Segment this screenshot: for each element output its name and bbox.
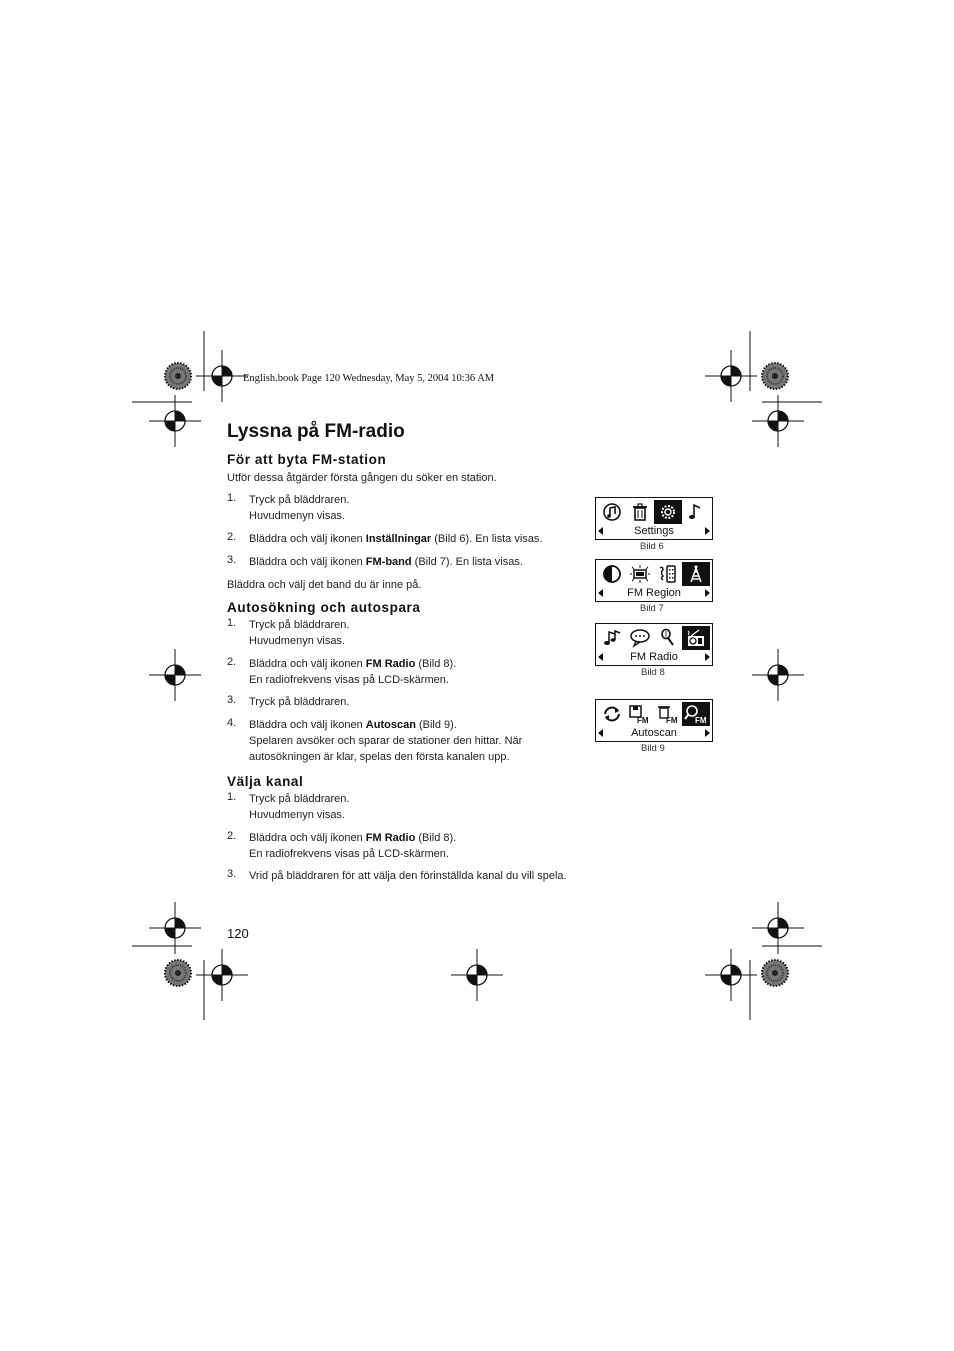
section-heading-select-channel: Välja kanal [227, 774, 304, 789]
lcd-figure-fm-radio [595, 623, 713, 666]
trash-icon [626, 500, 654, 524]
radio-icon [682, 626, 710, 650]
section-intro: Utför dessa åtgärder första gången du söker en station. [227, 472, 497, 484]
lcd-figure-fm-region [595, 559, 713, 602]
arrow-right-icon [705, 729, 710, 737]
arrow-right-icon [705, 589, 710, 597]
speech-bubble-icon [626, 626, 654, 650]
microphone-icon [654, 626, 682, 650]
figure-caption: Bild 6 [640, 541, 664, 552]
lcd-label: FM Radio [630, 651, 678, 663]
gear-icon [654, 500, 682, 524]
svg-text:FM: FM [666, 716, 678, 724]
refresh-icon [598, 702, 626, 726]
page-number: 120 [227, 926, 249, 941]
music-note-circle-icon [598, 500, 626, 524]
radio-tower-icon [682, 562, 710, 586]
music-note-icon [682, 500, 710, 524]
lcd-label: Autoscan [631, 727, 677, 739]
music-note-icon [598, 626, 626, 650]
lcd-figure-autoscan [595, 699, 713, 742]
figure-caption: Bild 9 [641, 743, 665, 754]
lcd-label: Settings [634, 525, 674, 537]
figure-caption: Bild 8 [641, 667, 665, 678]
lcd-label: FM Region [627, 587, 681, 599]
svg-text:FM: FM [637, 716, 649, 724]
fm-search-icon [682, 702, 710, 726]
fm-save-icon [626, 702, 654, 726]
figure-caption: Bild 7 [640, 603, 664, 614]
backlight-icon [626, 562, 654, 586]
fm-delete-icon [654, 702, 682, 726]
section-heading-autoscan: Autosökning och autospara [227, 600, 421, 615]
lcd-figure-settings [595, 497, 713, 540]
contrast-icon [598, 562, 626, 586]
page-title: Lyssna på FM-radio [227, 421, 405, 442]
arrow-right-icon [705, 527, 710, 535]
section-outro: Bläddra och välj det band du är inne på. [227, 579, 422, 591]
book-header: English.book Page 120 Wednesday, May 5, 2004 10:36 AM [243, 373, 495, 384]
arrow-right-icon [705, 653, 710, 661]
phone-icon [654, 562, 682, 586]
svg-text:FM: FM [695, 716, 707, 724]
section-heading-change-station: För att byta FM-station [227, 452, 387, 467]
